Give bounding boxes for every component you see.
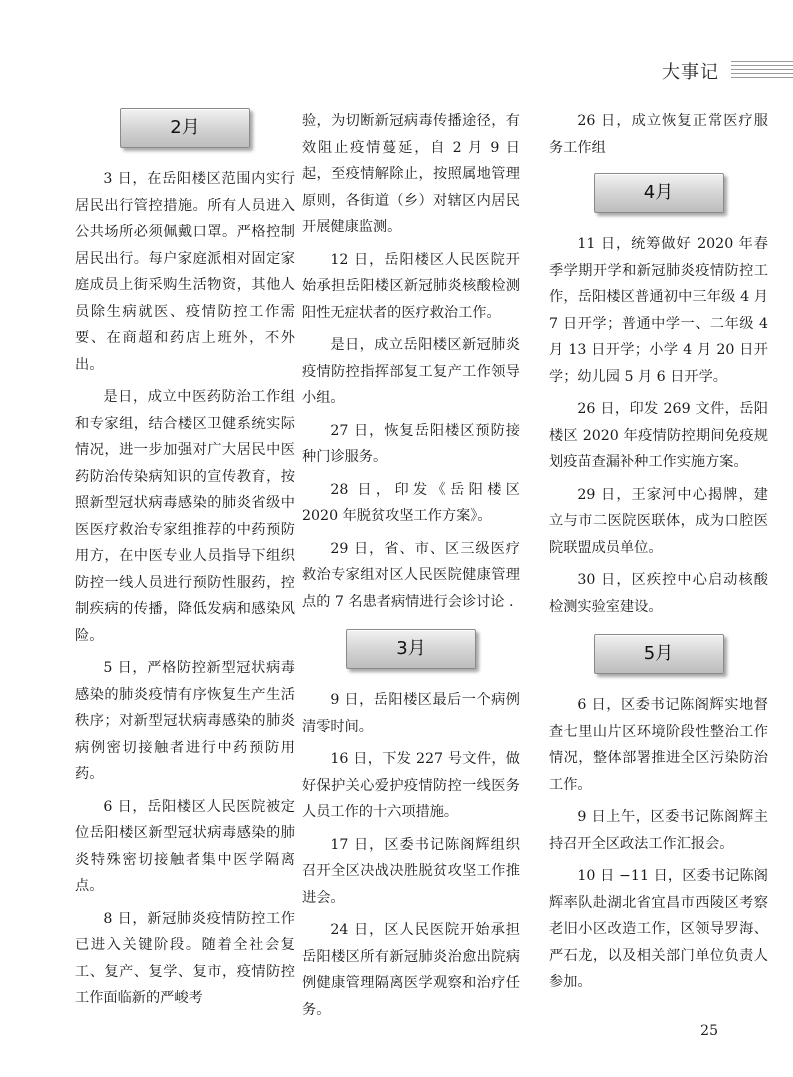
event-paragraph: 3 日，在岳阳楼区范围内实行居民出行管控措施。所有人员进入公共场所必须佩戴口罩。严格控制居民出行。每户家庭派相对固定家庭成员上街采购生活物资，其他人员除生病就医、疫情防控工作需要、在商超和药店上班外，不外出。 (75, 171, 295, 373)
page-number: 25 (700, 1023, 718, 1039)
event-paragraph: 10 日 −11 日，区委书记陈阁辉率队赴湖北省宜昌市西陵区考察老旧小区改造工作，区领导罗海、严石龙，以及相关部门单位负责人参加。 (549, 868, 768, 990)
event-paragraph: 9 日上午，区委书记陈阁辉主持召开全区政法工作汇报会。 (549, 809, 768, 852)
column-1 (75, 100, 295, 1018)
event-paragraph: 24 日，区人民医院开始承担岳阳楼区所有新冠肺炎治愈出院病例健康管理隔离医学观察和治疗任务。 (302, 922, 520, 1018)
event-paragraph: 12 日，岳阳楼区人民医院开始承担岳阳楼区新冠肺炎核酸检测阳性无症状者的医疗救治工作。 (302, 251, 520, 321)
column-2 (302, 108, 520, 1029)
event-paragraph: 30 日，区疾控中心启动核酸检测实验室建设。 (549, 572, 768, 615)
event-paragraph: 29 日，省、市、区三级医疗救治专家组对区人民医院健康管理点的 7 名患者病情进行会诊讨论 . (302, 540, 520, 610)
event-paragraph: 16 日，下发 227 号文件，做好保护关心爱护疫情防控一线医务人员工作的十六项措施。 (302, 751, 520, 820)
month-heading-apr: 4月 (594, 173, 724, 213)
event-paragraph: 是日，成立岳阳楼区新冠肺炎疫情防控指挥部复工复产工作领导小组。 (302, 337, 520, 406)
event-paragraph: 17 日，区委书记陈阁辉组织召开全区决战决胜脱贫攻坚工作推进会。 (302, 836, 520, 906)
month-heading-feb: 2月 (120, 108, 250, 148)
event-paragraph: 26 日，成立恢复正常医疗服务工作组 (549, 113, 768, 156)
month-heading-mar: 3月 (346, 629, 476, 669)
column-3 (549, 108, 768, 1002)
section-header (662, 58, 793, 84)
event-paragraph: 是日，成立中医药防治工作组和专家组，结合楼区卫健系统实际情况，进一步加强对广大居民中医药防治传染病知识的宣传教育，按照新型冠状病毒感染的肺炎省级中医医疗救治专家组推荐的中药预防用方，在中医专业人员指导下组织防控一线人员进行预防性服药，控制疾病的传播，降低发病和感染风险。 (75, 389, 295, 644)
event-paragraph: 11 日，统筹做好 2020 年春季学期开学和新冠肺炎疫情防控工作，岳阳楼区普通初中三年级 4 月 7 日开学；普通中学一、二年级 4 月 13 日开学；小学 4 月 20 日开学；幼儿园 5 月 6 日开学。 (549, 236, 768, 385)
event-paragraph: 8 日，新冠肺炎疫情防控工作已进入关键阶段。随着全社会复工、复产、复学、复市，疫情防控工作面临新的严峻考 (75, 910, 295, 1006)
month-heading-may: 5月 (594, 634, 724, 674)
event-paragraph: 6 日，岳阳楼区人民医院被定位岳阳楼区新型冠状病毒感染的肺炎特殊密切接触者集中医学隔离点。 (75, 798, 295, 894)
event-paragraph: 26 日，印发 269 文件，岳阳楼区 2020 年疫情防控期间免疫规划疫苗查漏补种工作实施方案。 (549, 401, 768, 470)
section-title: 大事记 (662, 62, 719, 83)
event-paragraph: 9 日，岳阳楼区最后一个病例清零时间。 (302, 692, 520, 735)
event-paragraph: 5 日，严格防控新型冠状病毒感染的肺炎疫情有序恢复生产生活秩序；对新型冠状病毒感染的肺炎病例密切接触者进行中药预防用药。 (75, 660, 295, 782)
event-paragraph: 27 日，恢复岳阳楼区预防接种门诊服务。 (302, 422, 520, 465)
event-paragraph: 6 日，区委书记陈阁辉实地督查七里山片区环境阶段性整治工作情况，整体部署推进全区污染防治工作。 (549, 697, 768, 793)
event-paragraph: 28 日，印发《岳阳楼区 2020 年脱贫攻坚工作方案》。 (302, 481, 520, 524)
header-decorative-lines (731, 61, 793, 81)
event-paragraph: 29 日，王家河中心揭牌，建立与市二医院医联体，成为口腔医院联盟成员单位。 (549, 486, 768, 556)
event-paragraph-continued: 验，为切断新冠病毒传播途径，有效阻止疫情蔓延，自 2 月 9 日起，至疫情解除止，按照属地管理原则，各街道（乡）对辖区内居民开展健康监测。 (302, 113, 520, 235)
